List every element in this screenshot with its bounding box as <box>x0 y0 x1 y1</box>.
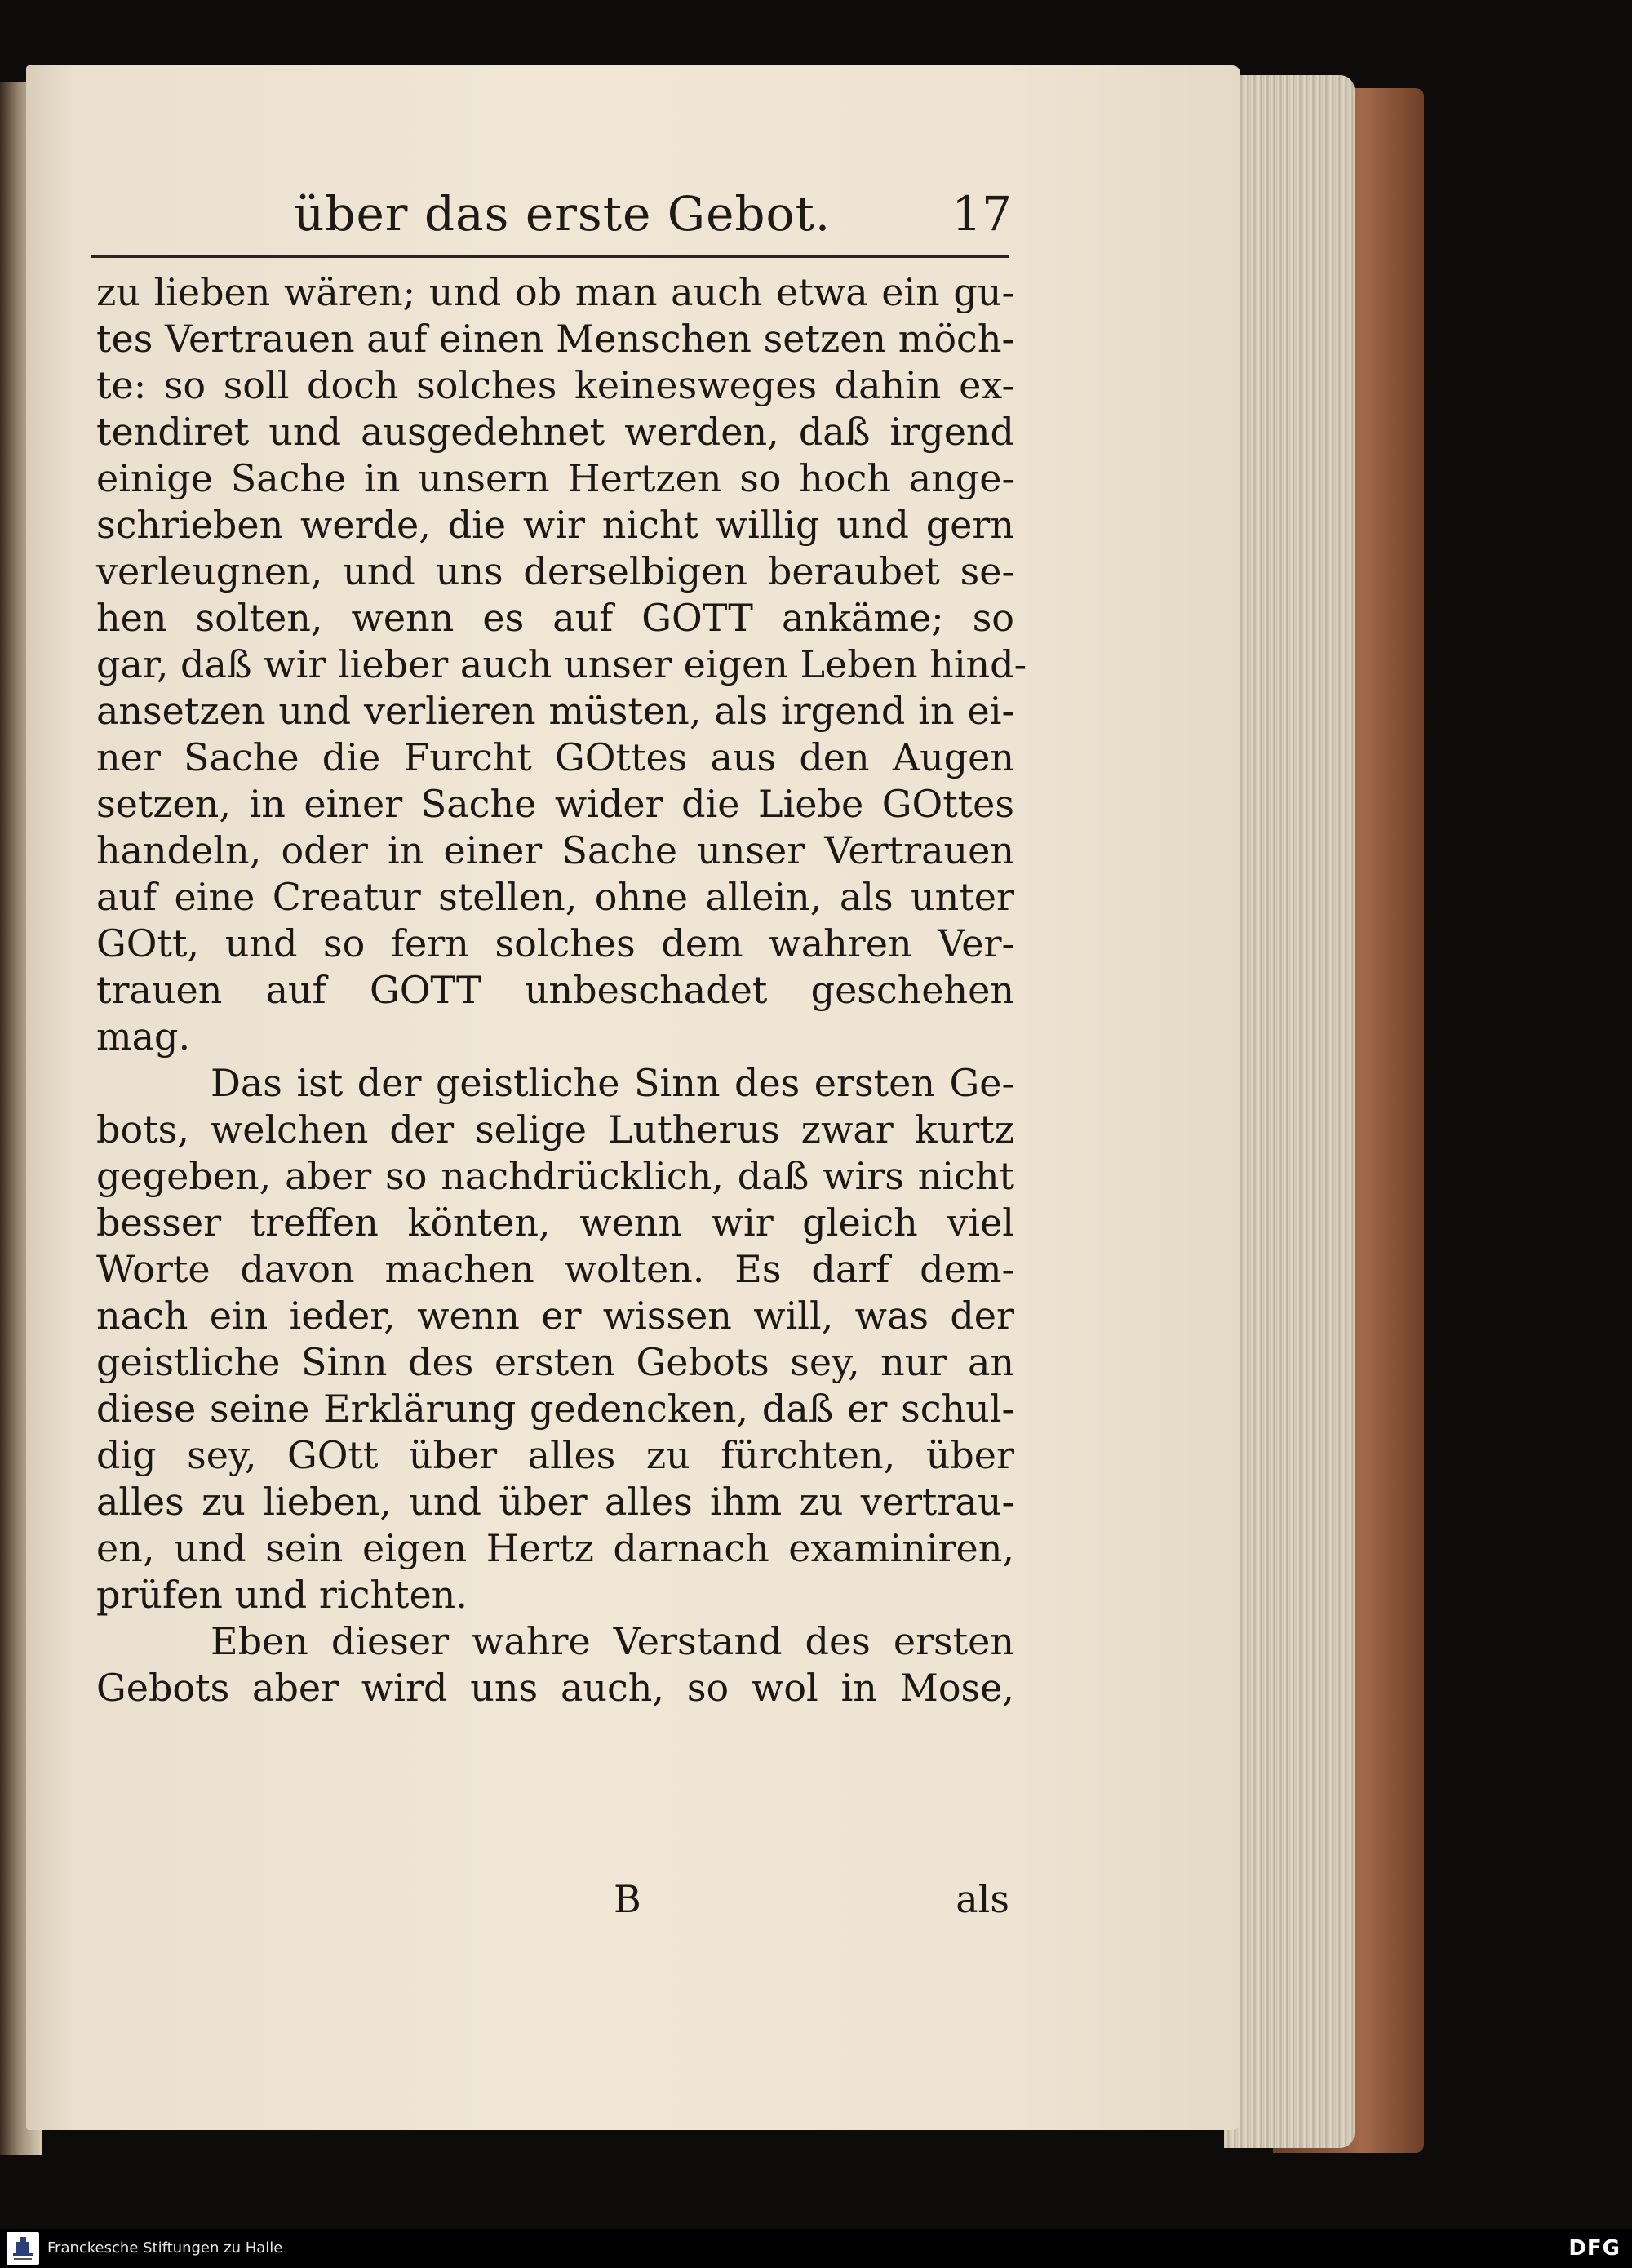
text-line: te: so soll doch solches keinesweges dahin ex- <box>96 363 1014 407</box>
text-line: Eben dieser wahre Verstand des ersten <box>211 1619 1014 1663</box>
text-line: dig sey, GOtt über alles zu fürchten, über <box>96 1433 1014 1477</box>
institution-name: Franckesche Stiftungen zu Halle <box>47 2239 283 2257</box>
text-line: zu lieben wären; und ob man auch etwa ein gu- <box>96 270 1014 314</box>
text-line: auf eine Creatur stellen, ohne allein, als unter <box>96 875 1014 919</box>
text-line: schrieben werde, die wir nicht willig und gern <box>96 503 1014 547</box>
text-line: tendiret und ausgedehnet werden, daß irgend <box>96 410 1014 454</box>
text-line: geistliche Sinn des ersten Gebots sey, nur an <box>96 1340 1014 1384</box>
text-line: Gebots aber wird uns auch, so wol in Mose, <box>96 1666 1014 1710</box>
text-line: en, und sein eigen Hertz darnach examiniren, <box>96 1526 1014 1570</box>
signature-mark: B <box>614 1877 641 1921</box>
text-line: Das ist der geistliche Sinn des ersten Ge- <box>211 1061 1014 1105</box>
page-number: 17 <box>951 186 1012 242</box>
text-line: nach ein ieder, wenn er wissen will, was der <box>96 1294 1014 1338</box>
text-line: mag. <box>96 1014 191 1059</box>
text-line: handeln, oder in einer Sache unser Vertrauen <box>96 828 1014 872</box>
body-text <box>96 269 1027 1711</box>
text-line: ner Sache die Furcht GOttes aus den Augen <box>96 735 1014 779</box>
dfg-logo: DFG <box>1568 2236 1621 2261</box>
viewer-footer-bar <box>0 2229 1632 2268</box>
text-line: prüfen und richten. <box>96 1573 468 1617</box>
text-line: setzen, in einer Sache wider die Liebe GOttes <box>96 782 1014 826</box>
text-line: GOtt, und so fern solches dem wahren Ver- <box>96 921 1014 965</box>
running-title: über das erste Gebot. <box>294 186 832 242</box>
header-rule <box>91 255 1009 258</box>
page-footer <box>91 1877 1009 1926</box>
catchword: als <box>956 1877 1009 1921</box>
text-line: alles zu lieben, und über alles ihm zu vertrau- <box>96 1480 1014 1524</box>
text-line: Worte davon machen wolten. Es darf dem- <box>96 1247 1014 1291</box>
text-line: verleugnen, und uns derselbigen beraubet se- <box>96 549 1014 593</box>
text-line: trauen auf GOTT unbeschadet geschehen <box>96 968 1014 1012</box>
text-line: tes Vertrauen auf einen Menschen setzen möch- <box>96 317 1014 361</box>
text-line: bots, welchen der selige Lutherus zwar kurtz <box>96 1107 1014 1152</box>
text-line: gegeben, aber so nachdrücklich, daß wirs nicht <box>96 1154 1014 1198</box>
text-line: einige Sache in unsern Hertzen so hoch ange- <box>96 456 1014 500</box>
text-line: diese seine Erklärung gedencken, daß er schul- <box>96 1387 1014 1431</box>
text-line: ansetzen und verlieren müsten, als irgend in ei- <box>96 689 1014 733</box>
text-line: gar, daß wir lieber auch unser eigen Leben hind- <box>96 642 1027 686</box>
text-line: besser treffen könten, wenn wir gleich viel <box>96 1201 1014 1245</box>
text-line: hen solten, wenn es auf GOTT ankäme; so <box>96 596 1014 640</box>
institution-logo-icon <box>7 2232 39 2265</box>
page-stack-edge <box>1224 75 1355 2148</box>
page-header <box>294 186 1012 243</box>
